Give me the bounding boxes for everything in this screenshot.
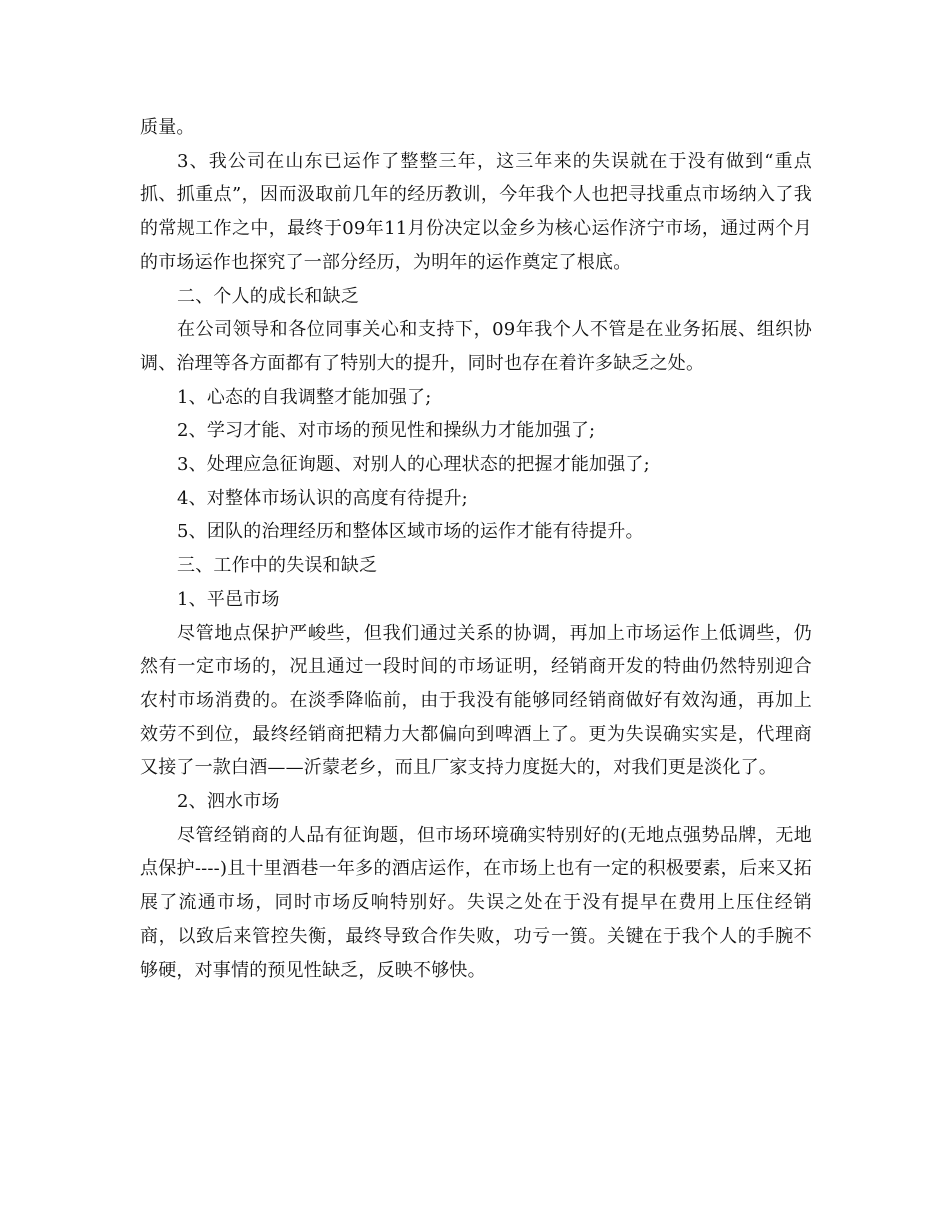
- list-item-5: 5、团队的治理经历和整体区域市场的运作才能有待提升。: [177, 521, 644, 543]
- paragraph-pingyi: 尽管地点保护严峻些，但我们通过关系的协调，再加上市场运作上低调些，仍然有一定市场的，况且通过一段时间的市场证明，经销商开发的特曲仍然特别迎合农村市场消费的。在淡季降临前，由于我没有能够同经销商做好有效沟通，再加上效劳不到位，最终经销商把精力大都偏向到啤酒上了。更为失误确实实是，代理商又接了一款白酒——沂蒙老乡，而且厂家支持力度挺大的，对我们更是淡化了。: [140, 622, 812, 779]
- document-page: [140, 111, 812, 987]
- paragraph-4: 在公司领导和各位同事关心和支持下，09年我个人不管是在业务拓展、组织协调、治理等各方面都有了特别大的提升，同时也存在着许多缺乏之处。: [140, 319, 812, 374]
- section-heading-3: 三、工作中的失误和缺乏: [177, 555, 378, 577]
- list-item-4: 4、对整体市场认识的高度有待提升;: [177, 487, 468, 509]
- paragraph-1: 质量。: [140, 117, 195, 138]
- section-heading-2: 二、个人的成长和缺乏: [177, 285, 359, 307]
- list-item-2: 2、学习才能、对市场的预见性和操纵力才能加强了;: [177, 420, 596, 442]
- subheading-pingyi: 1、平邑市场: [177, 588, 280, 610]
- list-item-1: 1、心态的自我调整才能加强了;: [177, 386, 432, 408]
- list-item-3: 3、处理应急征询题、对别人的心理状态的把握才能加强了;: [177, 454, 650, 476]
- subheading-sishui: 2、泗水市场: [177, 791, 280, 813]
- paragraph-sishui: 尽管经销商的人品有征询题，但市场环境确实特别好的(无地点强势品牌，无地点保护----)且十里酒巷一年多的酒店运作，在市场上也有一定的积极要素，后来又拓展了流通市场，同时市场反响特别好。失误之处在于没有提早在费用上压住经销商，以致后来管控失衡，最终导致合作失败，功亏一篑。关键在于我个人的手腕不够硬，对事情的预见性缺乏，反映不够快。: [140, 824, 812, 981]
- paragraph-2: 3、我公司在山东已运作了整整三年，这三年来的失误就在于没有做到“重点抓、抓重点”，因而汲取前几年的经历教训，今年我个人也把寻找重点市场纳入了我的常规工作之中，最终于09年11月份决定以金乡为核心运作济宁市场，通过两个月的市场运作也探究了一部分经历，为明年的运作奠定了根底。: [140, 150, 812, 273]
